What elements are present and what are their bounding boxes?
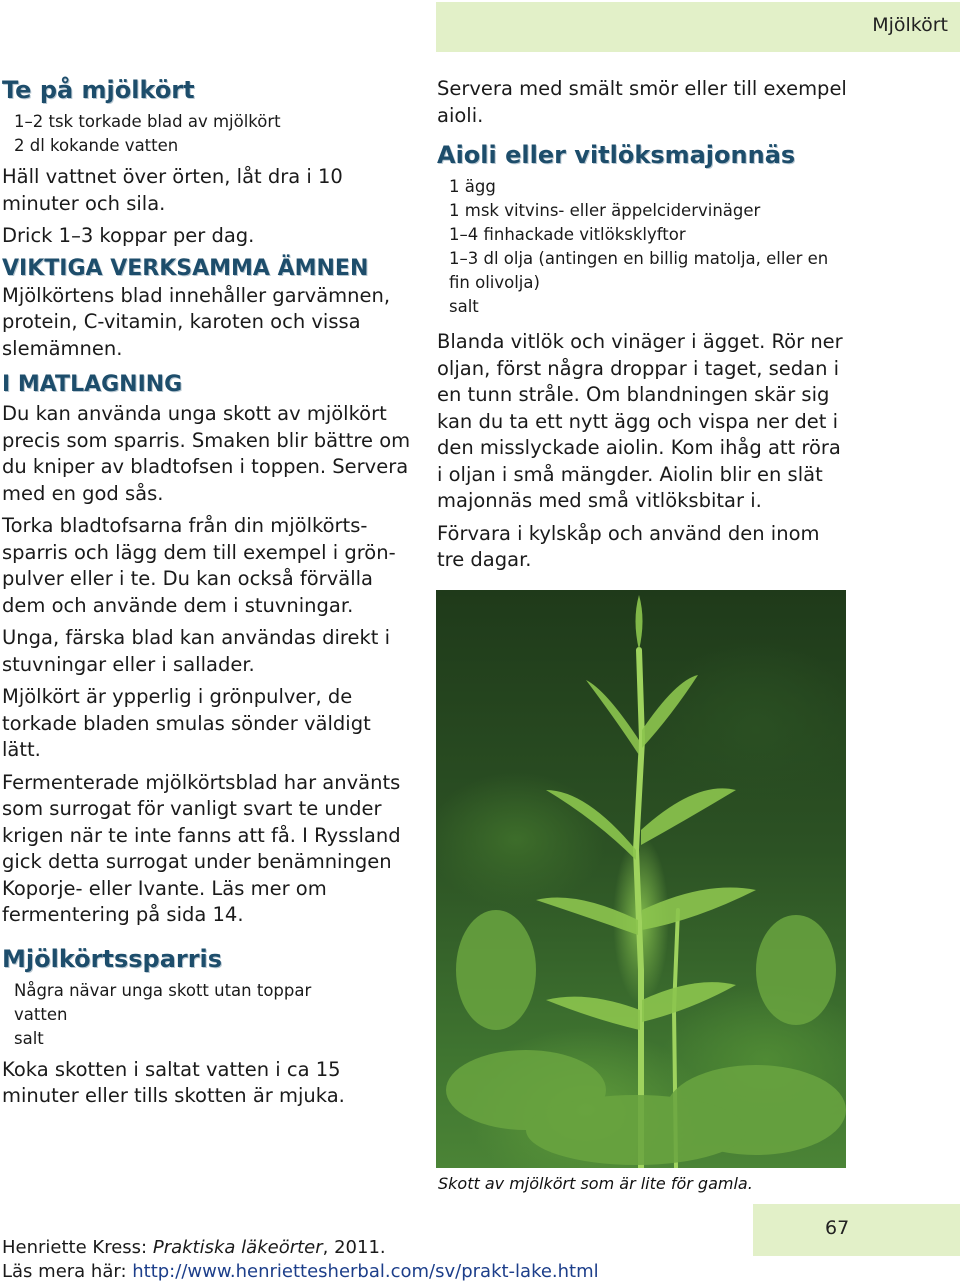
- cooking-text-4: Mjölkört är ypperlig i grönpulver, de torkade bladen smulas sönder väldigt lätt.: [2, 685, 371, 761]
- asparagus-ingredients: [14, 979, 414, 1051]
- ingredient-line: salt: [449, 297, 479, 316]
- read-more-label: Läs mera här:: [2, 1261, 133, 1282]
- read-more: [2, 1260, 599, 1284]
- photo-caption: Skott av mjölkört som är lite för gamla.: [438, 1174, 753, 1193]
- citation-book: Praktiska läkeörter: [152, 1237, 323, 1258]
- aioli-instructions: Blanda vitlök och vinäger i ägget. Rör ner oljan, först några droppar i taget, sedan i en tunn stråle. Om blandningen skär sig kan du ta ett nytt ägg och vispa ner det i den misslyckade aiolin. Kom ihåg att röra i oljan i små mängder. Aiolin blir en slät majonnäs med små vitlöksbitar i.: [437, 330, 843, 512]
- active-substances-title: VIKTIGA VERKSAMMA ÄMNEN: [2, 255, 369, 281]
- tea-instructions: Häll vattnet över örten, låt dra i 10 minuter och sila.: [2, 165, 343, 215]
- plant-illustration: [436, 590, 846, 1168]
- aioli-title: Aioli eller vitlöksmajonnäs: [437, 141, 796, 169]
- cooking-text-5: Fermenterade mjölkörtsblad har använts som surrogat för vanligt svart te under krigen när te inte fanns att få. I Ryssland gick detta surrogat under benämningen Koporje- eller Ivante. Läs mer om fermentering på sida 14.: [2, 770, 401, 926]
- asparagus-title: Mjölkörtssparris: [2, 944, 223, 973]
- cooking-title: I MATLAGNING: [2, 372, 183, 397]
- citation: [2, 1236, 599, 1260]
- left-column: [2, 76, 414, 1116]
- ingredient-line: 1 ägg: [449, 177, 496, 196]
- cooking-text-2: Torka bladtofsarna från din mjölkörts-sparris och lägg dem till exempel i grön-pulver eller i te. Du kan också förvälla dem och använde dem i stuvningar.: [2, 514, 396, 617]
- ingredient-line: 1–4 finhackade vitlöksklyftor: [449, 225, 686, 244]
- ingredient-line: 1–2 tsk torkade blad av mjölkört: [14, 112, 281, 131]
- citation-author: Henriette Kress:: [2, 1237, 153, 1258]
- citation-year: , 2011.: [322, 1237, 386, 1258]
- active-substances-text: Mjölkörtens blad innehåller garvämnen, protein, C-vitamin, karoten och vissa slemämnen.: [2, 283, 391, 360]
- right-column: [437, 76, 849, 580]
- ingredient-line: Några nävar unga skott utan toppar: [14, 980, 312, 1000]
- read-more-link[interactable]: http://www.henriettesherbal.com/sv/prakt-lake.html: [132, 1261, 599, 1282]
- tea-ingredients: [14, 110, 414, 158]
- ingredient-line: salt: [14, 1028, 44, 1048]
- page-number-box: [753, 1204, 960, 1256]
- ingredient-line: 1 msk vitvins- eller äppelcidervinäger: [449, 201, 761, 220]
- aioli-ingredients: [449, 175, 849, 319]
- section-label: Mjölkört: [872, 14, 948, 36]
- ingredient-line: vatten: [14, 1004, 68, 1024]
- page-number: 67: [825, 1217, 850, 1239]
- ingredient-line: 1–3 dl olja (antingen en billig matolja, eller en fin olivolja): [449, 249, 829, 292]
- footer: [2, 1236, 599, 1284]
- header-band: [436, 2, 960, 52]
- cooking-text-3: Unga, färska blad kan användas direkt i stuvningar eller i sallader.: [2, 626, 391, 676]
- aioli-storage: Förvara i kylskåp och använd den inom tre dagar.: [437, 521, 820, 571]
- asparagus-instructions: Koka skotten i saltat vatten i ca 15 minuter eller tills skotten är mjuka.: [2, 1057, 345, 1107]
- tea-dosage: Drick 1–3 koppar per dag.: [2, 224, 255, 247]
- tea-title: Te på mjölkört: [2, 76, 195, 104]
- cooking-text-1: Du kan använda unga skott av mjölkört precis som sparris. Smaken blir bättre om du kniper av bladtofsen i toppen. Servera med en god sås.: [2, 402, 411, 505]
- serve-text: Servera med smält smör eller till exempel aioli.: [437, 77, 847, 127]
- ingredient-line: 2 dl kokande vatten: [14, 136, 179, 155]
- plant-photo: [436, 590, 846, 1168]
